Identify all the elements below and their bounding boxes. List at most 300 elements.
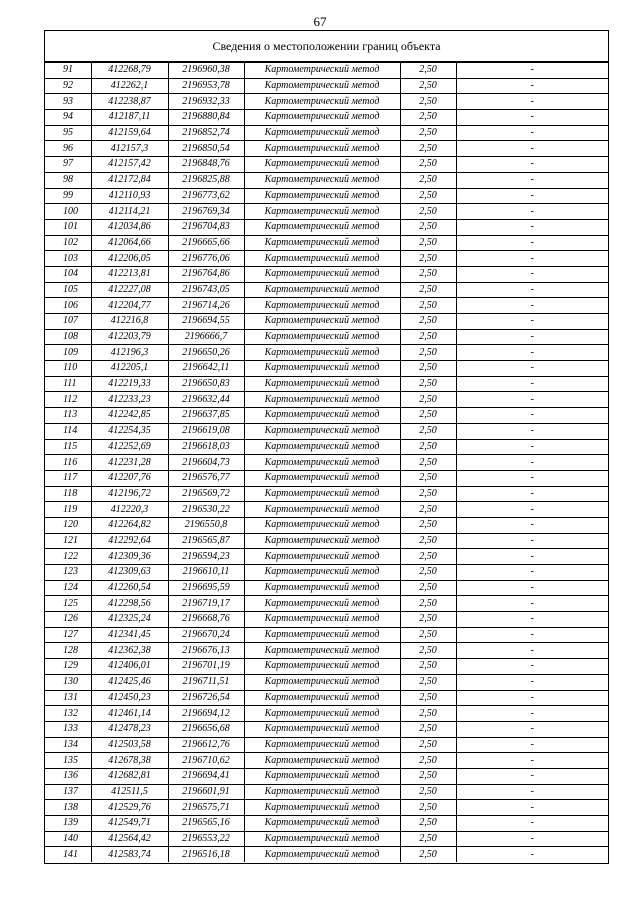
method-cell: Картометрический метод (244, 157, 400, 173)
point-number-cell: 122 (45, 549, 91, 565)
accuracy-cell: 2,50 (400, 110, 456, 126)
y-coordinate-cell: 2196850,54 (168, 141, 244, 157)
point-number-cell: 128 (45, 643, 91, 659)
accuracy-cell: 2,50 (400, 63, 456, 79)
accuracy-cell: 2,50 (400, 423, 456, 439)
description-cell: - (456, 298, 608, 314)
method-cell: Картометрический метод (244, 659, 400, 675)
y-coordinate-cell: 2196880,84 (168, 110, 244, 126)
method-cell: Картометрический метод (244, 314, 400, 330)
accuracy-cell: 2,50 (400, 266, 456, 282)
accuracy-cell: 2,50 (400, 659, 456, 675)
table-row (45, 596, 608, 612)
x-coordinate-cell: 412159,64 (91, 125, 168, 141)
description-cell: - (456, 376, 608, 392)
description-cell: - (456, 659, 608, 675)
method-cell: Картометрический метод (244, 125, 400, 141)
description-cell: - (456, 94, 608, 110)
x-coordinate-cell: 412362,38 (91, 643, 168, 659)
accuracy-cell: 2,50 (400, 298, 456, 314)
x-coordinate-cell: 412583,74 (91, 847, 168, 862)
table-row (45, 172, 608, 188)
y-coordinate-cell: 2196769,34 (168, 204, 244, 220)
x-coordinate-cell: 412309,63 (91, 565, 168, 581)
description-cell: - (456, 800, 608, 816)
point-number-cell: 110 (45, 361, 91, 377)
point-number-cell: 95 (45, 125, 91, 141)
table-row (45, 721, 608, 737)
x-coordinate-cell: 412231,28 (91, 455, 168, 471)
description-cell: - (456, 251, 608, 267)
table-row (45, 690, 608, 706)
method-cell: Картометрический метод (244, 627, 400, 643)
point-number-cell: 121 (45, 533, 91, 549)
accuracy-cell: 2,50 (400, 345, 456, 361)
method-cell: Картометрический метод (244, 172, 400, 188)
method-cell: Картометрический метод (244, 768, 400, 784)
description-cell: - (456, 157, 608, 173)
x-coordinate-cell: 412227,08 (91, 282, 168, 298)
table-row (45, 188, 608, 204)
accuracy-cell: 2,50 (400, 784, 456, 800)
description-cell: - (456, 737, 608, 753)
table-row (45, 831, 608, 847)
description-cell: - (456, 690, 608, 706)
table-row (45, 125, 608, 141)
coordinates-table (45, 62, 608, 862)
accuracy-cell: 2,50 (400, 204, 456, 220)
table-row (45, 298, 608, 314)
method-cell: Картометрический метод (244, 706, 400, 722)
table-row (45, 816, 608, 832)
description-cell: - (456, 188, 608, 204)
table-row (45, 627, 608, 643)
table-row (45, 768, 608, 784)
description-cell: - (456, 486, 608, 502)
x-coordinate-cell: 412682,81 (91, 768, 168, 784)
accuracy-cell: 2,50 (400, 157, 456, 173)
description-cell: - (456, 831, 608, 847)
method-cell: Картометрический метод (244, 141, 400, 157)
accuracy-cell: 2,50 (400, 78, 456, 94)
table-row (45, 580, 608, 596)
point-number-cell: 108 (45, 329, 91, 345)
accuracy-cell: 2,50 (400, 831, 456, 847)
point-number-cell: 124 (45, 580, 91, 596)
x-coordinate-cell: 412461,14 (91, 706, 168, 722)
point-number-cell: 113 (45, 408, 91, 424)
y-coordinate-cell: 2196553,22 (168, 831, 244, 847)
table-row (45, 659, 608, 675)
x-coordinate-cell: 412678,38 (91, 753, 168, 769)
description-cell: - (456, 768, 608, 784)
y-coordinate-cell: 2196530,22 (168, 502, 244, 518)
description-cell: - (456, 314, 608, 330)
description-cell: - (456, 533, 608, 549)
table-row (45, 314, 608, 330)
method-cell: Картометрический метод (244, 470, 400, 486)
accuracy-cell: 2,50 (400, 125, 456, 141)
method-cell: Картометрический метод (244, 800, 400, 816)
y-coordinate-cell: 2196953,78 (168, 78, 244, 94)
point-number-cell: 106 (45, 298, 91, 314)
method-cell: Картометрический метод (244, 816, 400, 832)
x-coordinate-cell: 412196,72 (91, 486, 168, 502)
description-cell: - (456, 847, 608, 862)
y-coordinate-cell: 2196825,88 (168, 172, 244, 188)
point-number-cell: 140 (45, 831, 91, 847)
description-cell: - (456, 282, 608, 298)
table-row (45, 533, 608, 549)
point-number-cell: 107 (45, 314, 91, 330)
point-number-cell: 130 (45, 674, 91, 690)
accuracy-cell: 2,50 (400, 674, 456, 690)
method-cell: Картометрический метод (244, 423, 400, 439)
table-row (45, 455, 608, 471)
table-row (45, 502, 608, 518)
table-header: Сведения о местоположении границ объекта (45, 31, 608, 62)
accuracy-cell: 2,50 (400, 706, 456, 722)
x-coordinate-cell: 412511,5 (91, 784, 168, 800)
description-cell: - (456, 125, 608, 141)
y-coordinate-cell: 2196695,59 (168, 580, 244, 596)
x-coordinate-cell: 412325,24 (91, 612, 168, 628)
accuracy-cell: 2,50 (400, 721, 456, 737)
y-coordinate-cell: 2196848,76 (168, 157, 244, 173)
y-coordinate-cell: 2196670,24 (168, 627, 244, 643)
x-coordinate-cell: 412309,36 (91, 549, 168, 565)
y-coordinate-cell: 2196701,19 (168, 659, 244, 675)
description-cell: - (456, 345, 608, 361)
x-coordinate-cell: 412425,46 (91, 674, 168, 690)
method-cell: Картометрический метод (244, 204, 400, 220)
method-cell: Картометрический метод (244, 219, 400, 235)
x-coordinate-cell: 412260,54 (91, 580, 168, 596)
y-coordinate-cell: 2196650,26 (168, 345, 244, 361)
y-coordinate-cell: 2196710,62 (168, 753, 244, 769)
method-cell: Картометрический метод (244, 439, 400, 455)
table-row (45, 361, 608, 377)
description-cell: - (456, 392, 608, 408)
method-cell: Картометрический метод (244, 533, 400, 549)
y-coordinate-cell: 2196726,54 (168, 690, 244, 706)
y-coordinate-cell: 2196694,55 (168, 314, 244, 330)
accuracy-cell: 2,50 (400, 188, 456, 204)
method-cell: Картометрический метод (244, 721, 400, 737)
x-coordinate-cell: 412114,21 (91, 204, 168, 220)
x-coordinate-cell: 412478,23 (91, 721, 168, 737)
accuracy-cell: 2,50 (400, 486, 456, 502)
description-cell: - (456, 816, 608, 832)
x-coordinate-cell: 412254,35 (91, 423, 168, 439)
point-number-cell: 97 (45, 157, 91, 173)
point-number-cell: 92 (45, 78, 91, 94)
method-cell: Картометрический метод (244, 847, 400, 862)
y-coordinate-cell: 2196711,51 (168, 674, 244, 690)
x-coordinate-cell: 412205,1 (91, 361, 168, 377)
y-coordinate-cell: 2196610,11 (168, 565, 244, 581)
y-coordinate-cell: 2196694,12 (168, 706, 244, 722)
table-row (45, 376, 608, 392)
y-coordinate-cell: 2196668,76 (168, 612, 244, 628)
description-cell: - (456, 596, 608, 612)
table-row (45, 345, 608, 361)
accuracy-cell: 2,50 (400, 847, 456, 862)
point-number-cell: 131 (45, 690, 91, 706)
y-coordinate-cell: 2196632,44 (168, 392, 244, 408)
table-row (45, 204, 608, 220)
description-cell: - (456, 643, 608, 659)
point-number-cell: 117 (45, 470, 91, 486)
point-number-cell: 99 (45, 188, 91, 204)
method-cell: Картометрический метод (244, 517, 400, 533)
method-cell: Картометрический метод (244, 63, 400, 79)
accuracy-cell: 2,50 (400, 251, 456, 267)
y-coordinate-cell: 2196676,13 (168, 643, 244, 659)
x-coordinate-cell: 412064,66 (91, 235, 168, 251)
y-coordinate-cell: 2196594,23 (168, 549, 244, 565)
description-cell: - (456, 204, 608, 220)
accuracy-cell: 2,50 (400, 768, 456, 784)
point-number-cell: 101 (45, 219, 91, 235)
method-cell: Картометрический метод (244, 329, 400, 345)
method-cell: Картометрический метод (244, 251, 400, 267)
y-coordinate-cell: 2196666,7 (168, 329, 244, 345)
y-coordinate-cell: 2196576,77 (168, 470, 244, 486)
method-cell: Картометрический метод (244, 674, 400, 690)
accuracy-cell: 2,50 (400, 141, 456, 157)
point-number-cell: 104 (45, 266, 91, 282)
x-coordinate-cell: 412292,64 (91, 533, 168, 549)
method-cell: Картометрический метод (244, 298, 400, 314)
accuracy-cell: 2,50 (400, 329, 456, 345)
accuracy-cell: 2,50 (400, 580, 456, 596)
table-row (45, 517, 608, 533)
y-coordinate-cell: 2196619,08 (168, 423, 244, 439)
method-cell: Картометрический метод (244, 737, 400, 753)
point-number-cell: 119 (45, 502, 91, 518)
point-number-cell: 111 (45, 376, 91, 392)
accuracy-cell: 2,50 (400, 314, 456, 330)
x-coordinate-cell: 412242,85 (91, 408, 168, 424)
method-cell: Картометрический метод (244, 188, 400, 204)
accuracy-cell: 2,50 (400, 816, 456, 832)
point-number-cell: 139 (45, 816, 91, 832)
table-row (45, 219, 608, 235)
x-coordinate-cell: 412529,76 (91, 800, 168, 816)
point-number-cell: 138 (45, 800, 91, 816)
point-number-cell: 96 (45, 141, 91, 157)
point-number-cell: 134 (45, 737, 91, 753)
x-coordinate-cell: 412207,76 (91, 470, 168, 486)
table-row (45, 78, 608, 94)
point-number-cell: 118 (45, 486, 91, 502)
point-number-cell: 112 (45, 392, 91, 408)
description-cell: - (456, 565, 608, 581)
method-cell: Картометрический метод (244, 266, 400, 282)
description-cell: - (456, 674, 608, 690)
description-cell: - (456, 455, 608, 471)
x-coordinate-cell: 412233,23 (91, 392, 168, 408)
accuracy-cell: 2,50 (400, 94, 456, 110)
accuracy-cell: 2,50 (400, 235, 456, 251)
description-cell: - (456, 172, 608, 188)
y-coordinate-cell: 2196601,91 (168, 784, 244, 800)
method-cell: Картометрический метод (244, 784, 400, 800)
accuracy-cell: 2,50 (400, 612, 456, 628)
y-coordinate-cell: 2196550,8 (168, 517, 244, 533)
table-row (45, 157, 608, 173)
point-number-cell: 120 (45, 517, 91, 533)
y-coordinate-cell: 2196665,66 (168, 235, 244, 251)
x-coordinate-cell: 412216,8 (91, 314, 168, 330)
method-cell: Картометрический метод (244, 408, 400, 424)
accuracy-cell: 2,50 (400, 172, 456, 188)
x-coordinate-cell: 412268,79 (91, 63, 168, 79)
accuracy-cell: 2,50 (400, 533, 456, 549)
point-number-cell: 141 (45, 847, 91, 862)
method-cell: Картометрический метод (244, 235, 400, 251)
table-row (45, 847, 608, 862)
accuracy-cell: 2,50 (400, 596, 456, 612)
method-cell: Картометрический метод (244, 392, 400, 408)
method-cell: Картометрический метод (244, 753, 400, 769)
method-cell: Картометрический метод (244, 78, 400, 94)
description-cell: - (456, 361, 608, 377)
y-coordinate-cell: 2196960,38 (168, 63, 244, 79)
description-cell: - (456, 439, 608, 455)
description-cell: - (456, 612, 608, 628)
table-row (45, 470, 608, 486)
accuracy-cell: 2,50 (400, 282, 456, 298)
y-coordinate-cell: 2196575,71 (168, 800, 244, 816)
y-coordinate-cell: 2196516,18 (168, 847, 244, 862)
table-row (45, 800, 608, 816)
y-coordinate-cell: 2196569,72 (168, 486, 244, 502)
x-coordinate-cell: 412549,71 (91, 816, 168, 832)
table-row (45, 643, 608, 659)
method-cell: Картометрический метод (244, 282, 400, 298)
point-number-cell: 91 (45, 63, 91, 79)
y-coordinate-cell: 2196764,86 (168, 266, 244, 282)
table-row (45, 565, 608, 581)
point-number-cell: 94 (45, 110, 91, 126)
table-row (45, 251, 608, 267)
table-row (45, 612, 608, 628)
y-coordinate-cell: 2196656,68 (168, 721, 244, 737)
table-row (45, 282, 608, 298)
accuracy-cell: 2,50 (400, 219, 456, 235)
table-row (45, 784, 608, 800)
description-cell: - (456, 63, 608, 79)
accuracy-cell: 2,50 (400, 408, 456, 424)
description-cell: - (456, 627, 608, 643)
page-number: 67 (313, 14, 327, 29)
x-coordinate-cell: 412187,11 (91, 110, 168, 126)
point-number-cell: 115 (45, 439, 91, 455)
accuracy-cell: 2,50 (400, 455, 456, 471)
table-row (45, 392, 608, 408)
method-cell: Картометрический метод (244, 345, 400, 361)
point-number-cell: 103 (45, 251, 91, 267)
description-cell: - (456, 753, 608, 769)
point-number-cell: 123 (45, 565, 91, 581)
y-coordinate-cell: 2196637,85 (168, 408, 244, 424)
description-cell: - (456, 549, 608, 565)
table-row (45, 753, 608, 769)
point-number-cell: 137 (45, 784, 91, 800)
point-number-cell: 93 (45, 94, 91, 110)
table-row (45, 549, 608, 565)
y-coordinate-cell: 2196618,03 (168, 439, 244, 455)
x-coordinate-cell: 412034,86 (91, 219, 168, 235)
table-row (45, 235, 608, 251)
point-number-cell: 116 (45, 455, 91, 471)
y-coordinate-cell: 2196565,87 (168, 533, 244, 549)
y-coordinate-cell: 2196642,11 (168, 361, 244, 377)
description-cell: - (456, 78, 608, 94)
description-cell: - (456, 784, 608, 800)
point-number-cell: 125 (45, 596, 91, 612)
y-coordinate-cell: 2196776,06 (168, 251, 244, 267)
accuracy-cell: 2,50 (400, 643, 456, 659)
accuracy-cell: 2,50 (400, 392, 456, 408)
y-coordinate-cell: 2196604,73 (168, 455, 244, 471)
accuracy-cell: 2,50 (400, 517, 456, 533)
accuracy-cell: 2,50 (400, 800, 456, 816)
point-number-cell: 127 (45, 627, 91, 643)
table-row (45, 423, 608, 439)
y-coordinate-cell: 2196852,74 (168, 125, 244, 141)
table-row (45, 63, 608, 79)
description-cell: - (456, 235, 608, 251)
description-cell: - (456, 470, 608, 486)
x-coordinate-cell: 412450,23 (91, 690, 168, 706)
point-number-cell: 102 (45, 235, 91, 251)
y-coordinate-cell: 2196773,62 (168, 188, 244, 204)
description-cell: - (456, 517, 608, 533)
point-number-cell: 132 (45, 706, 91, 722)
table-body (45, 63, 608, 863)
y-coordinate-cell: 2196704,83 (168, 219, 244, 235)
method-cell: Картометрический метод (244, 549, 400, 565)
table-row (45, 674, 608, 690)
accuracy-cell: 2,50 (400, 627, 456, 643)
y-coordinate-cell: 2196565,16 (168, 816, 244, 832)
y-coordinate-cell: 2196612,76 (168, 737, 244, 753)
x-coordinate-cell: 412206,05 (91, 251, 168, 267)
point-number-cell: 100 (45, 204, 91, 220)
y-coordinate-cell: 2196714,26 (168, 298, 244, 314)
method-cell: Картометрический метод (244, 455, 400, 471)
description-cell: - (456, 721, 608, 737)
description-cell: - (456, 141, 608, 157)
x-coordinate-cell: 412157,42 (91, 157, 168, 173)
method-cell: Картометрический метод (244, 596, 400, 612)
x-coordinate-cell: 412204,77 (91, 298, 168, 314)
boundary-table-frame (44, 30, 609, 864)
x-coordinate-cell: 412252,69 (91, 439, 168, 455)
x-coordinate-cell: 412157,3 (91, 141, 168, 157)
y-coordinate-cell: 2196932,33 (168, 94, 244, 110)
point-number-cell: 126 (45, 612, 91, 628)
table-row (45, 329, 608, 345)
method-cell: Картометрический метод (244, 486, 400, 502)
description-cell: - (456, 219, 608, 235)
point-number-cell: 129 (45, 659, 91, 675)
accuracy-cell: 2,50 (400, 565, 456, 581)
y-coordinate-cell: 2196650,83 (168, 376, 244, 392)
